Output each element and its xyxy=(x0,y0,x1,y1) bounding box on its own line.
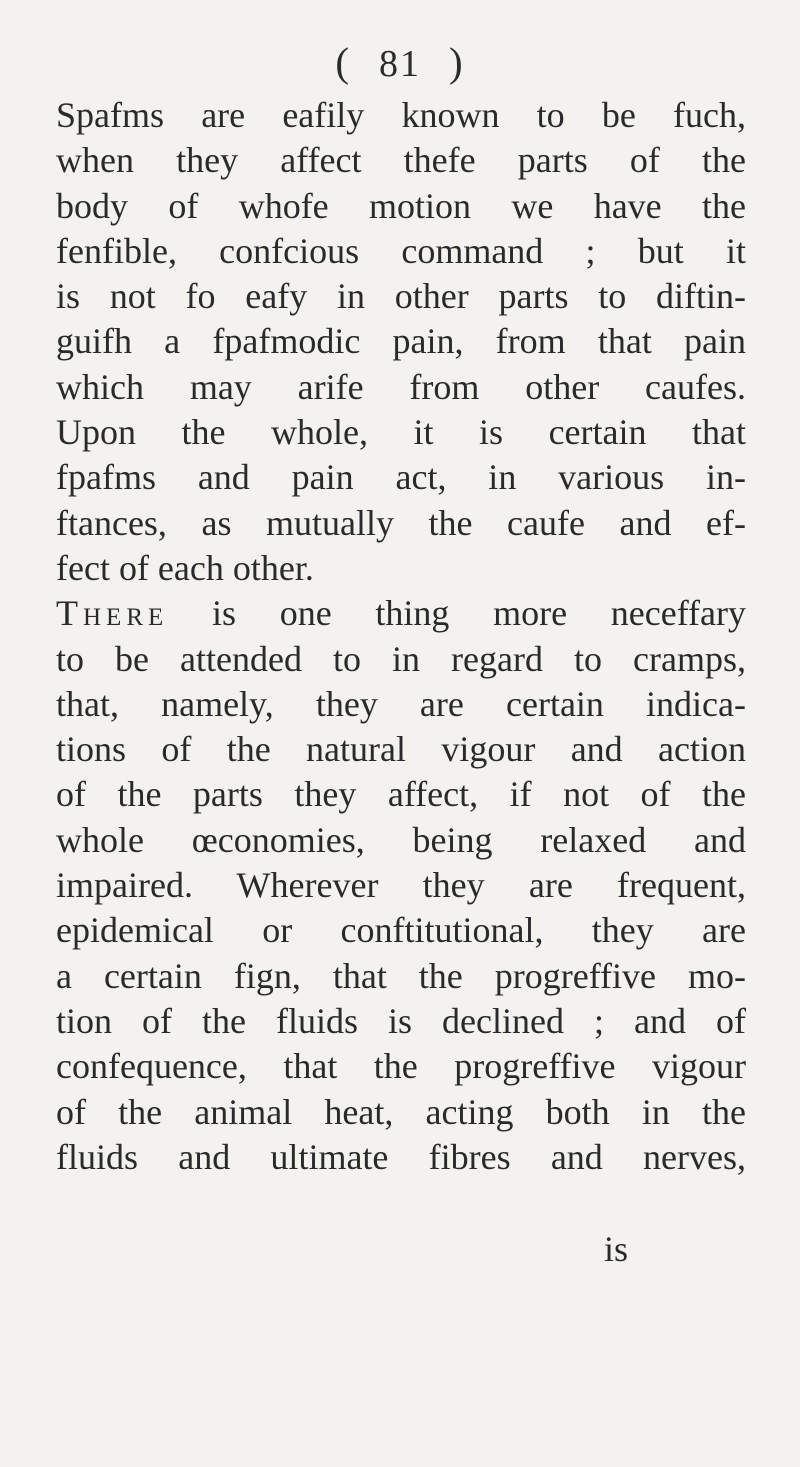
paragraph-2-first-line-rest: is one thing more neceffary xyxy=(168,593,746,634)
text-line: fpafms and pain act, in various in- xyxy=(56,457,746,498)
text-line: confequence, that the progreffive vigour xyxy=(56,1046,746,1087)
body-text xyxy=(56,93,746,1180)
text-line: when they affect thefe parts of the xyxy=(56,140,746,181)
paragraph-2-lead-word: There xyxy=(56,593,169,634)
page-number: 81 xyxy=(379,43,421,85)
text-line: is not fo eafy in other parts to diftin- xyxy=(56,276,746,317)
header-open-paren: ( xyxy=(335,39,351,85)
header-close-paren: ) xyxy=(449,39,465,85)
text-line: guifh a fpafmodic pain, from that pain xyxy=(56,321,746,362)
text-line: which may arife from other caufes. xyxy=(56,366,746,407)
text-line: fluids and ultimate fibres and nerves, xyxy=(56,1136,746,1177)
text-line: of the animal heat, acting both in the xyxy=(56,1091,746,1132)
text-line: that, namely, they are certain indica- xyxy=(56,683,746,724)
text-line: a certain fign, that the progreffive mo- xyxy=(56,955,746,996)
text-line: Spafms are eafily known to be fuch, xyxy=(56,95,746,135)
text-line: to be attended to in regard to cramps, xyxy=(56,638,746,679)
text-line: tions of the natural vigour and action xyxy=(56,729,746,770)
text-line: body of whofe motion we have the xyxy=(56,185,746,226)
text-line: tion of the fluids is declined ; and of xyxy=(56,1000,746,1041)
text-line: fenfible, confcious command ; but it xyxy=(56,230,746,271)
text-line-paragraph-end: fect of each other. xyxy=(56,547,314,588)
text-line: ftances, as mutually the caufe and ef- xyxy=(56,502,746,543)
page-header xyxy=(0,38,800,86)
paragraph-2-first-line xyxy=(56,591,746,636)
text-line: of the parts they affect, if not of the xyxy=(56,774,746,815)
text-line: epidemical or conftitutional, they are xyxy=(56,910,746,951)
text-line: impaired. Wherever they are frequent, xyxy=(56,865,746,906)
text-line: Upon the whole, it is certain that xyxy=(56,412,746,453)
text-line: whole œconomies, being relaxed and xyxy=(56,819,746,860)
catchword: is xyxy=(604,1229,629,1269)
